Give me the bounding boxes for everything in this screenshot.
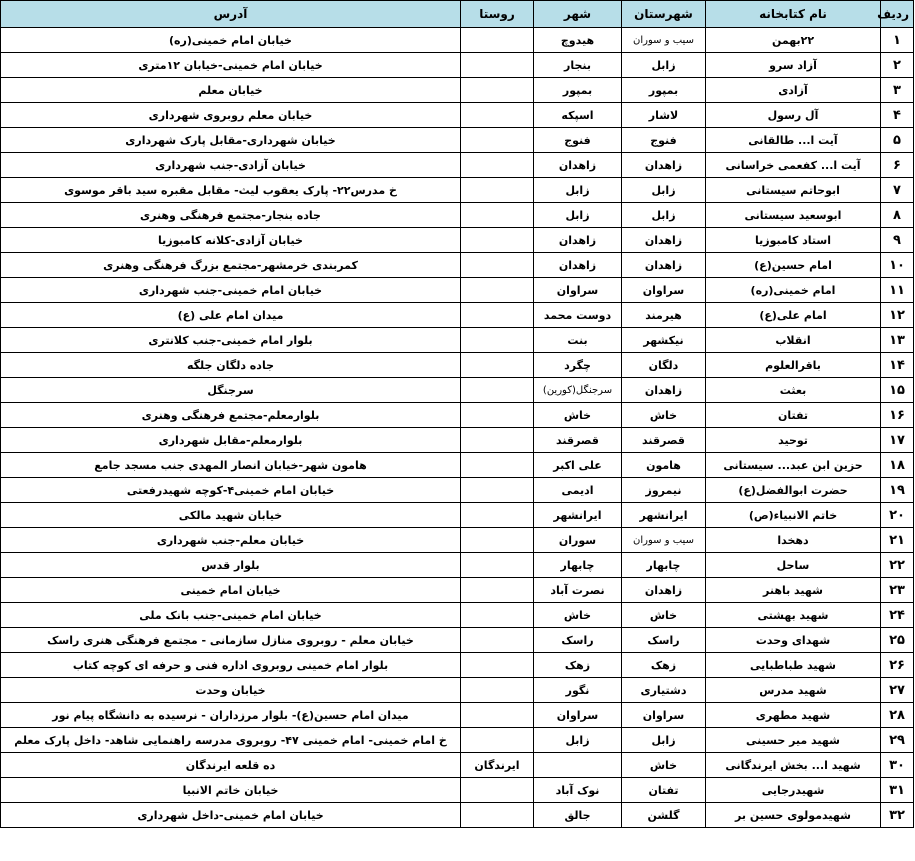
cell-row-number: ۳ (881, 78, 914, 103)
cell-row-number: ۵ (881, 128, 914, 153)
cell-village (461, 578, 534, 603)
table-row (1, 103, 914, 128)
cell-address: خیابان امام خمینی (1, 578, 461, 603)
cell-village (461, 478, 534, 503)
table-row (1, 653, 914, 678)
cell-county: زابل (622, 203, 706, 228)
cell-library-name: امام علی(ع) (706, 303, 881, 328)
cell-village (461, 453, 534, 478)
cell-address: بلوار امام خمینی روبروی اداره فنی و حرفه ای کوچه کتاب (1, 653, 461, 678)
cell-county: خاش (622, 753, 706, 778)
cell-row-number: ۴ (881, 103, 914, 128)
cell-row-number: ۱۹ (881, 478, 914, 503)
cell-city: خاش (534, 403, 622, 428)
cell-library-name: شهید طباطبایی (706, 653, 881, 678)
header-row (1, 1, 914, 28)
cell-library-name: توحید (706, 428, 881, 453)
table-row (1, 478, 914, 503)
cell-village (461, 228, 534, 253)
cell-village (461, 28, 534, 53)
cell-village (461, 603, 534, 628)
cell-address: خیابان شهید مالکی (1, 503, 461, 528)
cell-village (461, 703, 534, 728)
table-row (1, 228, 914, 253)
cell-county: زاهدان (622, 378, 706, 403)
cell-library-name: حزین ابن عبد... سیستانی (706, 453, 881, 478)
cell-address: سرجنگل (1, 378, 461, 403)
cell-row-number: ۱۷ (881, 428, 914, 453)
cell-library-name: ۲۲بهمن (706, 28, 881, 53)
cell-city: هیدوچ (534, 28, 622, 53)
cell-address: بلوارمعلم-مقابل شهرداری (1, 428, 461, 453)
cell-row-number: ۲۶ (881, 653, 914, 678)
cell-address: خ مدرس۲۲- پارک یعقوب لیث- مقابل مقبره سید باقر موسوی (1, 178, 461, 203)
cell-address: خیابان شهرداری-مقابل پارک شهرداری (1, 128, 461, 153)
cell-county: زابل (622, 178, 706, 203)
cell-county: راسک (622, 628, 706, 653)
cell-row-number: ۱ (881, 28, 914, 53)
cell-row-number: ۲۵ (881, 628, 914, 653)
cell-village (461, 653, 534, 678)
cell-row-number: ۲ (881, 53, 914, 78)
cell-county: سراوان (622, 703, 706, 728)
cell-row-number: ۲۲ (881, 553, 914, 578)
cell-city: ادیمی (534, 478, 622, 503)
cell-village (461, 53, 534, 78)
table-row (1, 678, 914, 703)
cell-library-name: شهید مطهری (706, 703, 881, 728)
cell-address: خیابان وحدت (1, 678, 461, 703)
cell-row-number: ۱۳ (881, 328, 914, 353)
cell-village (461, 628, 534, 653)
cell-row-number: ۳۲ (881, 803, 914, 828)
cell-library-name: شهیدرجایی (706, 778, 881, 803)
cell-library-name: حضرت ابوالفضل(ع) (706, 478, 881, 503)
cell-county: خاش (622, 603, 706, 628)
cell-row-number: ۱۰ (881, 253, 914, 278)
table-row (1, 28, 914, 53)
cell-row-number: ۳۰ (881, 753, 914, 778)
cell-city: زاهدان (534, 153, 622, 178)
cell-row-number: ۲۷ (881, 678, 914, 703)
header-library-name: نام کتابخانه (706, 1, 881, 28)
cell-county: سراوان (622, 278, 706, 303)
cell-village (461, 403, 534, 428)
cell-row-number: ۲۸ (881, 703, 914, 728)
cell-city: نصرت آباد (534, 578, 622, 603)
cell-village (461, 678, 534, 703)
cell-village (461, 153, 534, 178)
cell-village (461, 553, 534, 578)
cell-address: خ امام خمینی- امام خمینی ۴۷- روبروی مدرسه راهنمایی شاهد- داخل پارک معلم (1, 728, 461, 753)
cell-county: زاهدان (622, 228, 706, 253)
cell-county: نیکشهر (622, 328, 706, 353)
cell-county: چابهار (622, 553, 706, 578)
cell-row-number: ۳۱ (881, 778, 914, 803)
cell-address: خیابان معلم روبروی شهرداری (1, 103, 461, 128)
cell-address: ده قلعه ایرندگان (1, 753, 461, 778)
table-row (1, 53, 914, 78)
cell-address: خیابان آزادی-جنب شهرداری (1, 153, 461, 178)
cell-city: زابل (534, 203, 622, 228)
cell-library-name: ساحل (706, 553, 881, 578)
cell-village (461, 378, 534, 403)
cell-row-number: ۱۸ (881, 453, 914, 478)
cell-village: ایرندگان (461, 753, 534, 778)
cell-library-name: آیت ا... کفعمی خراسانی (706, 153, 881, 178)
cell-row-number: ۱۴ (881, 353, 914, 378)
cell-city: دوست محمد (534, 303, 622, 328)
cell-address: جاده دلگان جلگه (1, 353, 461, 378)
cell-library-name: انقلاب (706, 328, 881, 353)
cell-city: علی اکبر (534, 453, 622, 478)
cell-library-name: باقرالعلوم (706, 353, 881, 378)
cell-city: راسک (534, 628, 622, 653)
cell-row-number: ۹ (881, 228, 914, 253)
cell-village (461, 528, 534, 553)
cell-county: زاهدان (622, 578, 706, 603)
cell-address: خیابان معلم-جنب شهرداری (1, 528, 461, 553)
cell-city: سراوان (534, 278, 622, 303)
header-village: روستا (461, 1, 534, 28)
cell-village (461, 303, 534, 328)
cell-library-name: بعثت (706, 378, 881, 403)
cell-village (461, 803, 534, 828)
cell-row-number: ۷ (881, 178, 914, 203)
cell-city: زابل (534, 728, 622, 753)
cell-library-name: شهید ا... بخش ایرندگانی (706, 753, 881, 778)
cell-address: میدان امام حسین(ع)- بلوار مرزداران - نرسیده به دانشگاه پیام نور (1, 703, 461, 728)
table-row (1, 378, 914, 403)
cell-row-number: ۱۶ (881, 403, 914, 428)
cell-county: زابل (622, 728, 706, 753)
cell-library-name: شهید بهشتی (706, 603, 881, 628)
cell-city: زاهدان (534, 228, 622, 253)
cell-village (461, 78, 534, 103)
cell-city: نوک آباد (534, 778, 622, 803)
cell-library-name: شهید مدرس (706, 678, 881, 703)
cell-village (461, 728, 534, 753)
cell-address: خیابان امام خمینی-خیابان ۱۲متری (1, 53, 461, 78)
cell-library-name: امام حسین(ع) (706, 253, 881, 278)
cell-row-number: ۱۲ (881, 303, 914, 328)
cell-address: بلوار قدس (1, 553, 461, 578)
cell-address: کمربندی خرمشهر-مجتمع بزرگ فرهنگی وهنری (1, 253, 461, 278)
cell-city: ایرانشهر (534, 503, 622, 528)
table-row (1, 803, 914, 828)
cell-county: زابل (622, 53, 706, 78)
cell-address: هامون شهر-خیابان انصار المهدی جنب مسجد جامع (1, 453, 461, 478)
cell-library-name: شهید میر حسینی (706, 728, 881, 753)
table-row (1, 728, 914, 753)
header-address: آدرس (1, 1, 461, 28)
cell-county: قصرقند (622, 428, 706, 453)
cell-city: بنجار (534, 53, 622, 78)
header-county: شهرستان (622, 1, 706, 28)
cell-library-name: شهیدمولوی حسین بر (706, 803, 881, 828)
table-row (1, 628, 914, 653)
cell-city: زاهدان (534, 253, 622, 278)
cell-city: سراوان (534, 703, 622, 728)
cell-village (461, 503, 534, 528)
cell-city: نگور (534, 678, 622, 703)
cell-city: قصرقند (534, 428, 622, 453)
cell-row-number: ۸ (881, 203, 914, 228)
cell-city: سوران (534, 528, 622, 553)
cell-village (461, 203, 534, 228)
table-row (1, 153, 914, 178)
table-row (1, 353, 914, 378)
cell-village (461, 278, 534, 303)
cell-county: خاش (622, 403, 706, 428)
table-row (1, 328, 914, 353)
cell-city: زهک (534, 653, 622, 678)
header-row-number: ردیف (881, 1, 914, 28)
table-row (1, 603, 914, 628)
cell-row-number: ۲۹ (881, 728, 914, 753)
cell-city (534, 753, 622, 778)
cell-row-number: ۲۱ (881, 528, 914, 553)
cell-row-number: ۶ (881, 153, 914, 178)
cell-library-name: آل رسول (706, 103, 881, 128)
cell-city: بنت (534, 328, 622, 353)
cell-address: خیابان امام خمینی-جنب شهرداری (1, 278, 461, 303)
cell-county: هامون (622, 453, 706, 478)
cell-library-name: ابوحاتم سیستانی (706, 178, 881, 203)
table-row (1, 178, 914, 203)
cell-village (461, 128, 534, 153)
table-row (1, 78, 914, 103)
cell-address: خیابان امام خمینی(ره) (1, 28, 461, 53)
cell-address: جاده بنجار-مجتمع فرهنگی وهنری (1, 203, 461, 228)
cell-library-name: خاتم الانبیاء(ص) (706, 503, 881, 528)
cell-row-number: ۲۳ (881, 578, 914, 603)
cell-county: تفتان (622, 778, 706, 803)
cell-city: اسپکه (534, 103, 622, 128)
cell-county: ایرانشهر (622, 503, 706, 528)
header-city: شهر (534, 1, 622, 28)
cell-city: خاش (534, 603, 622, 628)
table-row (1, 278, 914, 303)
cell-library-name: آزاد سرو (706, 53, 881, 78)
cell-village (461, 178, 534, 203)
table-row (1, 128, 914, 153)
cell-city: چگرد (534, 353, 622, 378)
cell-library-name: استاد کامبوزیا (706, 228, 881, 253)
cell-library-name: آزادی (706, 78, 881, 103)
cell-library-name: آیت ا... طالقانی (706, 128, 881, 153)
cell-address: خیابان امام خمینی-جنب بانک ملی (1, 603, 461, 628)
cell-library-name: شهید باهنر (706, 578, 881, 603)
cell-county: دشتیاری (622, 678, 706, 703)
table-row (1, 503, 914, 528)
cell-city: چابهار (534, 553, 622, 578)
cell-county: دلگان (622, 353, 706, 378)
cell-row-number: ۱۵ (881, 378, 914, 403)
cell-county: سیب و سوران (622, 528, 706, 553)
cell-county: گلشن (622, 803, 706, 828)
table-row (1, 253, 914, 278)
cell-county: زاهدان (622, 253, 706, 278)
cell-county: لاشار (622, 103, 706, 128)
cell-address: خیابان معلم (1, 78, 461, 103)
cell-village (461, 253, 534, 278)
table-row (1, 778, 914, 803)
cell-city: جالق (534, 803, 622, 828)
cell-county: نیمروز (622, 478, 706, 503)
cell-address: بلوارمعلم-مجتمع فرهنگی وهنری (1, 403, 461, 428)
table-row (1, 753, 914, 778)
cell-county: بمپور (622, 78, 706, 103)
cell-city: سرجنگل(کورین) (534, 378, 622, 403)
cell-library-name: تفتان (706, 403, 881, 428)
cell-address: خیابان آزادی-کلانه کامبوزیا (1, 228, 461, 253)
cell-village (461, 103, 534, 128)
table-row (1, 453, 914, 478)
cell-address: خیابان امام خمینی۴-کوچه شهیدرفعتی (1, 478, 461, 503)
cell-county: زهک (622, 653, 706, 678)
cell-village (461, 328, 534, 353)
cell-row-number: ۲۰ (881, 503, 914, 528)
cell-county: سیب و سوران (622, 28, 706, 53)
table-row (1, 303, 914, 328)
cell-village (461, 428, 534, 453)
table-row (1, 703, 914, 728)
cell-city: زابل (534, 178, 622, 203)
cell-address: خیابان امام خمینی-داخل شهرداری (1, 803, 461, 828)
cell-county: فنوج (622, 128, 706, 153)
cell-row-number: ۲۴ (881, 603, 914, 628)
cell-address: خیابان خاتم الانبیا (1, 778, 461, 803)
table-row (1, 203, 914, 228)
cell-city: بمپور (534, 78, 622, 103)
cell-library-name: امام خمینی(ره) (706, 278, 881, 303)
cell-library-name: دهخدا (706, 528, 881, 553)
table-row (1, 428, 914, 453)
cell-address: خیابان معلم - روبروی منازل سازمانی - مجتمع فرهنگی هنری راسک (1, 628, 461, 653)
table-row (1, 578, 914, 603)
cell-address: بلوار امام خمینی-جنب کلانتری (1, 328, 461, 353)
table-row (1, 528, 914, 553)
table-row (1, 553, 914, 578)
cell-library-name: شهدای وحدت (706, 628, 881, 653)
cell-village (461, 353, 534, 378)
cell-village (461, 778, 534, 803)
cell-city: فنوج (534, 128, 622, 153)
cell-row-number: ۱۱ (881, 278, 914, 303)
cell-county: زاهدان (622, 153, 706, 178)
table-row (1, 403, 914, 428)
cell-address: میدان امام علی (ع) (1, 303, 461, 328)
cell-county: هیرمند (622, 303, 706, 328)
cell-library-name: ابوسعید سیستانی (706, 203, 881, 228)
table-body (1, 28, 914, 828)
